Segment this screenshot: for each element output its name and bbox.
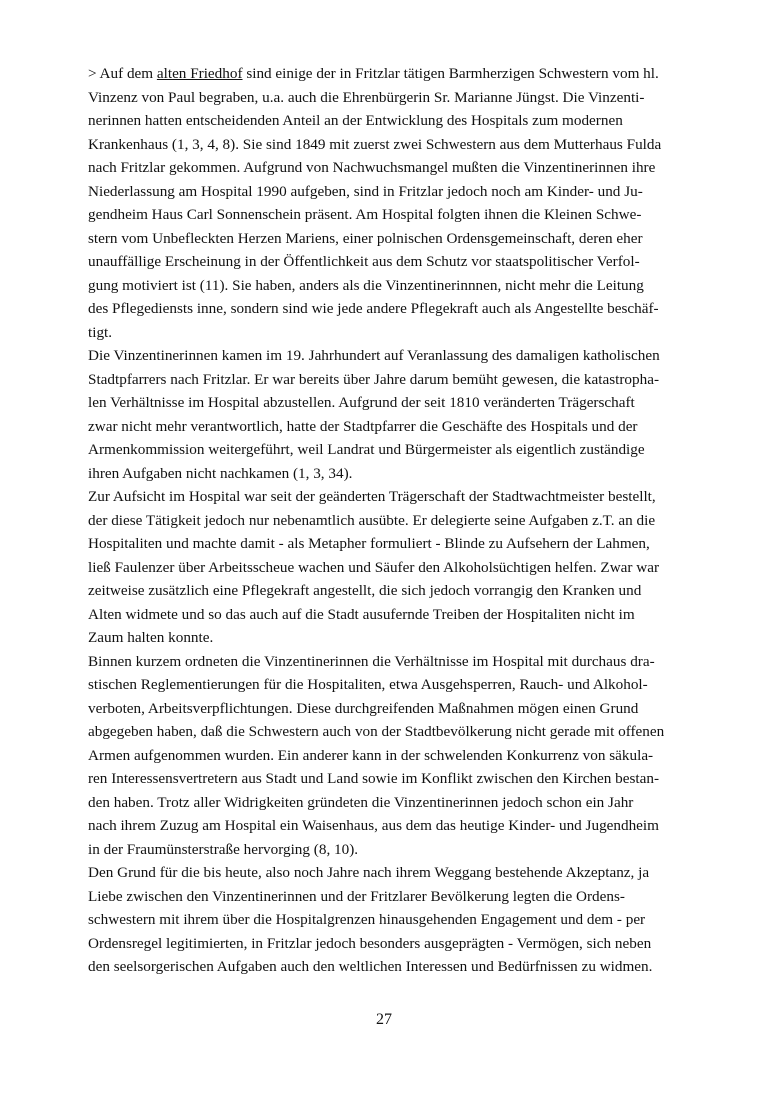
- text-line: des Pflegediensts inne, sondern sind wie jede andere Pflegekraft auch als Angestellte beschäf-: [88, 300, 659, 317]
- text-line: Zur Aufsicht im Hospital war seit der geänderten Trägerschaft der Stadtwachtmeister bestellt,: [88, 488, 656, 505]
- text-line: Ordensregel legitimierten, in Fritzlar jedoch besonders ausgeprägten - Vermögen, sich neben: [88, 934, 652, 952]
- paragraph-4: [88, 650, 686, 862]
- text-line: Alten widmete und so das auch auf die Stadt ausufernde Treiben der Hospitaliten nicht im: [88, 605, 635, 623]
- text-line: zeitweise zusätzlich eine Pflegekraft angestellt, die sich jedoch vorrangig den Kranken und: [88, 582, 642, 599]
- text-line: nerinnen hatten entscheidenden Anteil an der Entwicklung des Hospitals zum modernen: [88, 112, 623, 129]
- paragraph-1: [88, 62, 686, 344]
- text-segment: > Auf dem: [88, 65, 157, 82]
- text-line: Niederlassung am Hospital 1990 aufgeben, sind in Fritzlar jedoch noch am Kinder- und Ju-: [88, 182, 643, 200]
- text-line: Den Grund für die bis heute, also noch Jahre nach ihrem Weggang bestehende Akzeptanz, ja: [88, 864, 650, 881]
- paragraph-5: [88, 861, 686, 979]
- text-line: abgegeben haben, daß die Schwestern auch von der Stadtbevölkerung nicht gerade mit offenen: [88, 723, 665, 740]
- text-line: verboten, Arbeitsverpflichtungen. Diese durchgreifenden Maßnahmen mögen einen Grund: [88, 699, 639, 717]
- text-line: nach ihrem Zuzug am Hospital ein Waisenhaus, aus dem das heutige Kinder- und Jugendheim: [88, 817, 659, 834]
- text-line: nach Fritzlar gekommen. Aufgrund von Nachwuchsmangel mußten die Vinzentinerinnen ihre: [88, 159, 656, 176]
- text-line: [88, 62, 686, 86]
- text-line: den seelsorgerischen Aufgaben auch den weltlichen Interessen und Bedürfnissen zu widmen.: [88, 958, 653, 975]
- paragraph-2: [88, 344, 686, 485]
- text-line: in der Fraumünsterstraße hervorging (8, 10).: [88, 840, 359, 858]
- text-segment: sind einige der in Fritzlar tätigen Barmherzigen Schwestern vom hl.: [242, 65, 659, 82]
- alten-friedhof-link[interactable]: alten Friedhof: [156, 65, 243, 82]
- text-line: stischen Reglementierungen für die Hospitaliten, etwa Ausgehsperren, Rauch- und Alkohol-: [88, 676, 648, 693]
- text-line: ließ Faulenzer über Arbeitsscheue wachen und Säufer den Alkoholsüchtigen helfen. Zwar war: [88, 558, 660, 576]
- text-line: schwestern mit ihrem über die Hospitalgrenzen hinausgehenden Engagement und dem - per: [88, 911, 646, 928]
- text-line: gendheim Haus Carl Sonnenschein präsent. Am Hospital folgten ihnen die Kleinen Schwe-: [88, 206, 642, 223]
- text-line: der diese Tätigkeit jedoch nur nebenamtlich ausübte. Er delegierte seine Aufgaben z.T. an die: [88, 511, 656, 529]
- text-line: den haben. Trotz aller Widrigkeiten gründeten die Vinzentinerinnen jedoch schon ein Jahr: [88, 793, 634, 811]
- text-line: unauffällige Erscheinung in der Öffentlichkeit aus dem Schutz vor staatspolitischer Verfol-: [88, 253, 640, 270]
- text-line: Armenkommission weitergeführt, weil Landrat und Bürgermeister als eigentlich zuständige: [88, 441, 645, 458]
- text-line: Die Vinzentinerinnen kamen im 19. Jahrhundert auf Veranlassung des damaligen katholischen: [88, 347, 660, 364]
- text-line: zwar nicht mehr verantwortlich, hatte der Stadtpfarrer die Geschäfte des Hospitals und der: [88, 417, 638, 435]
- paragraph-3: [88, 485, 686, 650]
- text-line: Zaum halten konnte.: [88, 629, 214, 646]
- text-line: tigt.: [88, 323, 113, 341]
- body-text: [88, 62, 686, 979]
- page-number: 27: [376, 1011, 392, 1028]
- text-line: gung motiviert ist (11). Sie haben, anders als die Vinzentinerinnnen, nicht mehr die Leitung: [88, 276, 644, 294]
- text-line: Liebe zwischen den Vinzentinerinnen und der Fritzlarer Bevölkerung legten die Ordens-: [88, 887, 625, 905]
- text-line: stern vom Unbefleckten Herzen Mariens, einer polnischen Ordensgemeinschaft, deren eher: [88, 229, 643, 247]
- text-line: ren Interessensvertretern aus Stadt und Land sowie im Konflikt zwischen den Kirchen bestan-: [88, 770, 660, 787]
- text-line: Binnen kurzem ordneten die Vinzentinerinnen die Verhältnisse im Hospital mit durchaus dra-: [88, 652, 655, 670]
- text-line: Vinzenz von Paul begraben, u.a. auch die Ehrenbürgerin Sr. Marianne Jüngst. Die Vinzenti-: [88, 88, 645, 106]
- text-line: len Verhältnisse im Hospital abzustellen. Aufgrund der seit 1810 veränderten Trägerschaft: [88, 394, 635, 411]
- text-line: Armen aufgenommen wurden. Ein anderer kann in der schwelenden Konkurrenz von säkula-: [88, 746, 654, 764]
- text-line: Krankenhaus (1, 3, 4, 8). Sie sind 1849 mit zuerst zwei Schwestern aus dem Mutterhaus Fulda: [88, 135, 662, 153]
- text-line: Stadtpfarrers nach Fritzlar. Er war bereits über Jahre darum bemüht gewesen, die katastropha-: [88, 370, 659, 388]
- text-line: ihren Aufgaben nicht nachkamen (1, 3, 34).: [88, 464, 353, 482]
- text-line: Hospitaliten und machte damit - als Metapher formuliert - Blinde zu Aufsehern der Lahmen,: [88, 535, 650, 552]
